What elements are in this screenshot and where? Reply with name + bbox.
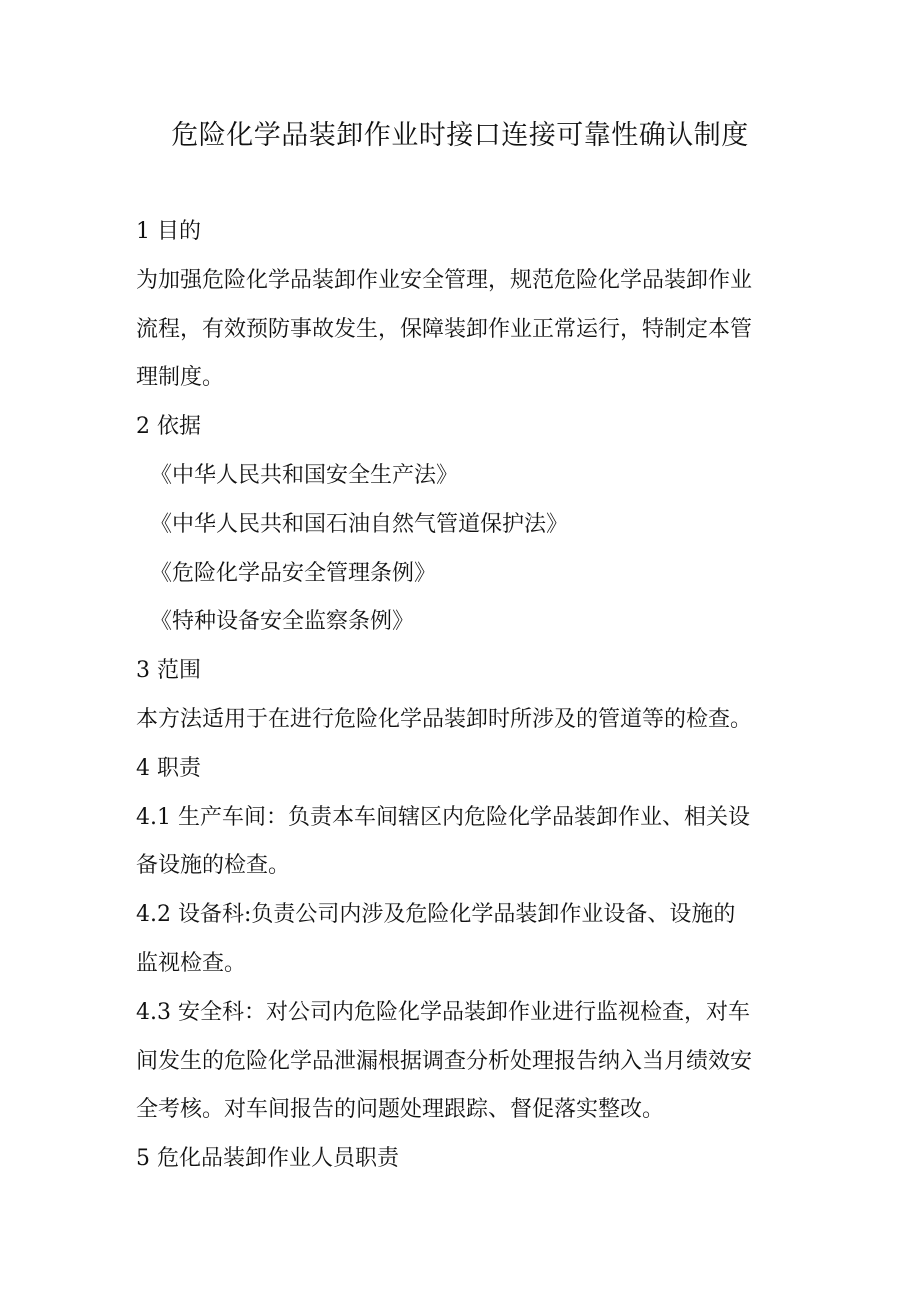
paragraph-line: 流程，有效预防事故发生，保障装卸作业正常运行，特制定本管 xyxy=(136,316,753,342)
paragraph-line: 为加强危险化学品装卸作业安全管理，规范危险化学品装卸作业 xyxy=(136,267,753,293)
law-reference: 《特种设备安全监察条例》 xyxy=(150,609,415,635)
document-body xyxy=(136,208,788,1184)
law-reference: 《中华人民共和国安全生产法》 xyxy=(150,462,459,488)
paragraph-line: 理制度。 xyxy=(136,365,225,391)
clause-4-3-line: 4.3 安全科：对公司内危险化学品装卸作业进行监视检查，对车 xyxy=(136,999,750,1025)
section-heading-purpose: 1 目的 xyxy=(136,219,201,244)
section-heading-scope: 3 范围 xyxy=(136,658,201,684)
section-heading-basis: 2 依据 xyxy=(136,414,201,440)
section-heading-responsibilities: 4 职责 xyxy=(136,755,201,781)
clause-4-2-line: 4.2 设备科:负责公司内涉及危险化学品装卸作业设备、设施的 xyxy=(136,902,736,928)
clause-4-2-line: 监视检查。 xyxy=(136,950,247,976)
clause-4-1-line: 备设施的检查。 xyxy=(136,853,291,879)
document-title: 危险化学品装卸作业时接口连接可靠性确认制度 xyxy=(171,120,749,151)
clause-4-3-line: 全考核。对车间报告的问题处理跟踪、督促落实整改。 xyxy=(136,1097,665,1123)
clause-4-3-line: 间发生的危险化学品泄漏根据调查分析处理报告纳入当月绩效安 xyxy=(136,1048,753,1074)
section-heading-operator-duties: 5 危化品装卸作业人员职责 xyxy=(136,1146,399,1172)
clause-4-1-line: 4.1 生产车间：负责本车间辖区内危险化学品装卸作业、相关设 xyxy=(136,804,750,830)
law-reference: 《危险化学品安全管理条例》 xyxy=(150,560,437,586)
law-reference: 《中华人民共和国石油自然气管道保护法》 xyxy=(150,511,569,537)
paragraph-line: 本方法适用于在进行危险化学品装卸时所涉及的管道等的检查。 xyxy=(136,706,753,732)
